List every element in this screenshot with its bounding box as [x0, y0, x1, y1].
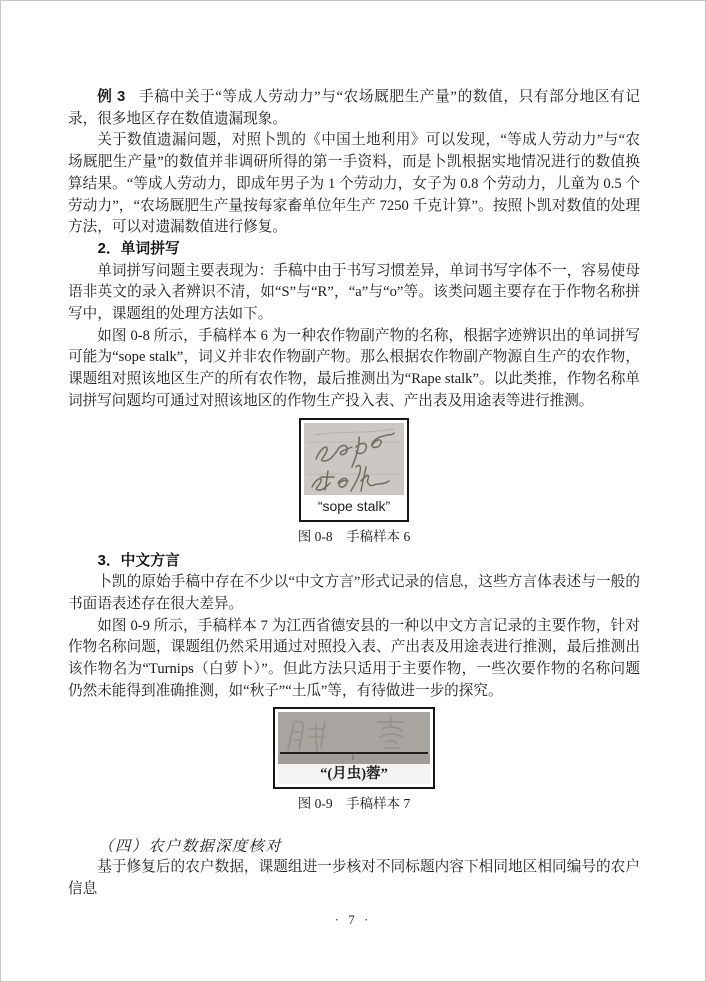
paragraph-figure-0-9: 如图 0-9 所示，手稿样本 7 为江西省德安县的一种以中文方言记录的主要作物，针对作物名称问题，课题组仍然采用通过对照投入表、产出表及用途表进行推测，最后推测出该作物名为“Turnips（白萝卜）”。但此方法只适用于主要作物，一些次要作物的名称问题仍然未能得到准确推测，如“秋子”“土瓜”等，有待做进一步的探究。: [68, 617, 640, 699]
paragraph-example-3: [68, 87, 640, 130]
heading-household-data-check: （四）农户数据深度核对: [98, 838, 282, 856]
figure-0-9: [68, 707, 640, 814]
figure-0-8-box: [299, 418, 409, 522]
figure-0-8: [68, 418, 640, 547]
heading-word-spelling: 2．单词拼写: [97, 240, 180, 257]
paragraph-missing-values: 关于数值遗漏问题，对照卜凯的《中国土地利用》可以发现，“等成人劳动力”与“农场厩肥生产量”的数值并非调研所得的第一手资料，而是卜凯根据实地情况进行的数值换算结果。“等成人劳动力，即成年男子为 1 个劳动力，女子为 0.8 个劳动力，儿童为 0.5 个劳动力”，“农场厩肥生产量按每家畜单位年生产 7250 千克计算”。按照卜凯对数值的处理方法，可以对遗漏数值进行修复。: [68, 132, 640, 236]
handwriting-sample-6-image: [304, 423, 404, 495]
paragraph-household-check: 基于修复后的农户数据，课题组进一步核对不同标题内容下相同地区相同编号的农户信息: [68, 859, 640, 898]
handwriting-sample-7-image: [278, 712, 430, 764]
content-area: [68, 87, 640, 901]
page-number: · 7 ·: [334, 912, 372, 927]
figure-0-9-caption: 图 0-9 手稿样本 7: [297, 796, 411, 812]
example-3-body: 手稿中关于“等成人劳动力”与“农场厩肥生产量”的数值，只有部分地区有记录，很多地区存在数值遗漏现象。: [68, 89, 641, 127]
heading-chinese-dialect: 3．中文方言: [97, 552, 180, 569]
figure-0-8-caption: 图 0-8 手稿样本 6: [297, 528, 411, 544]
paragraph-figure-0-8: 如图 0-8 所示，手稿样本 6 为一种农作物副产物的名称，根据字迹辨识出的单词拼写可能为“sope stalk”，词义并非农作物副产物。那么根据农作物副产物源自生产的农作物，课题组对照该地区生产的所有农作物，最后推测出为“Rape stalk”。以此类推，作物名称单词拼写问题均可通过对照该地区的作物生产投入表、产出表及用途表等进行推测。: [68, 327, 640, 409]
paragraph-dialect-intro: 卜凯的原始手稿中存在不少以“中文方言”形式记录的信息，这些方言体表述与一般的书面语表述存在很大差异。: [68, 574, 640, 612]
example-3-label: 例 3: [97, 89, 126, 105]
figure-0-9-label: “(月虫)蓉”: [278, 764, 430, 784]
paragraph-spelling-intro: 单词拼写问题主要表现为：手稿中由于书写习惯差异，单词书写字体不一，容易使母语非英文的录入者辨识不清，如“S”与“R”，“a”与“o”等。该类问题主要存在于作物名称拼写中，课题组的处理方法如下。: [68, 262, 640, 323]
figure-0-9-box: [273, 707, 435, 789]
figure-0-8-label: “sope stalk”: [304, 495, 404, 517]
